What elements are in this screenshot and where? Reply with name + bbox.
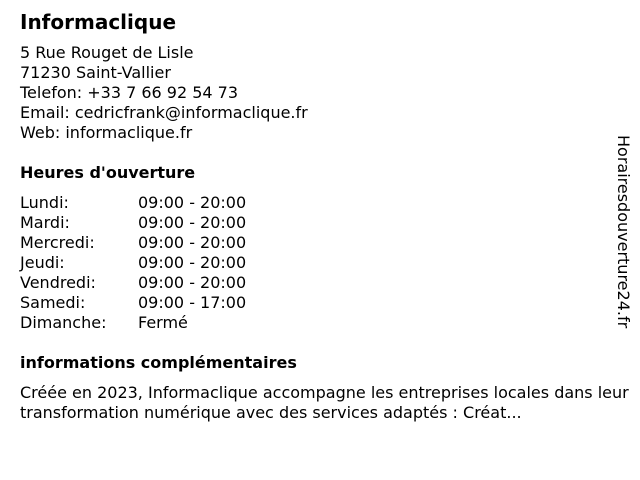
additional-info-heading: informations complémentaires xyxy=(20,353,297,372)
phone-number[interactable]: Telefon: +33 7 66 92 54 73 xyxy=(20,83,239,102)
time-range: 09:00 - 20:00 xyxy=(138,273,247,292)
email-address[interactable]: Email: cedricfrank@informaclique.fr xyxy=(20,103,308,122)
day-label: Jeudi: xyxy=(20,253,65,272)
hours-row-friday xyxy=(20,273,320,293)
business-name: Informaclique xyxy=(20,10,177,34)
day-label: Samedi: xyxy=(20,293,86,312)
website[interactable]: Web: informaclique.fr xyxy=(20,123,193,142)
time-range: 09:00 - 20:00 xyxy=(138,193,247,212)
hours-row-monday xyxy=(20,193,320,213)
side-brand-watermark: Horairesdouverture24.fr xyxy=(614,135,633,329)
day-label: Lundi: xyxy=(20,193,69,212)
hours-row-wednesday xyxy=(20,233,320,253)
day-label: Mercredi: xyxy=(20,233,95,252)
time-range: 09:00 - 20:00 xyxy=(138,213,247,232)
hours-row-sunday xyxy=(20,313,320,333)
time-range: Fermé xyxy=(138,313,188,332)
hours-row-tuesday xyxy=(20,213,320,233)
hours-row-saturday xyxy=(20,293,320,313)
hours-row-thursday xyxy=(20,253,320,273)
day-label: Vendredi: xyxy=(20,273,96,292)
time-range: 09:00 - 20:00 xyxy=(138,253,247,272)
day-label: Mardi: xyxy=(20,213,70,232)
contact-block xyxy=(20,43,308,143)
opening-hours-table xyxy=(20,193,320,333)
time-range: 09:00 - 20:00 xyxy=(138,233,247,252)
additional-info-text: Créée en 2023, Informaclique accompagne les entreprises locales dans leur transformation numérique avec des services adaptés : Créat... xyxy=(20,383,629,422)
opening-hours-heading: Heures d'ouverture xyxy=(20,163,196,182)
address-city: 71230 Saint-Vallier xyxy=(20,63,171,82)
time-range: 09:00 - 17:00 xyxy=(138,293,247,312)
day-label: Dimanche: xyxy=(20,313,107,332)
address-street: 5 Rue Rouget de Lisle xyxy=(20,43,194,62)
